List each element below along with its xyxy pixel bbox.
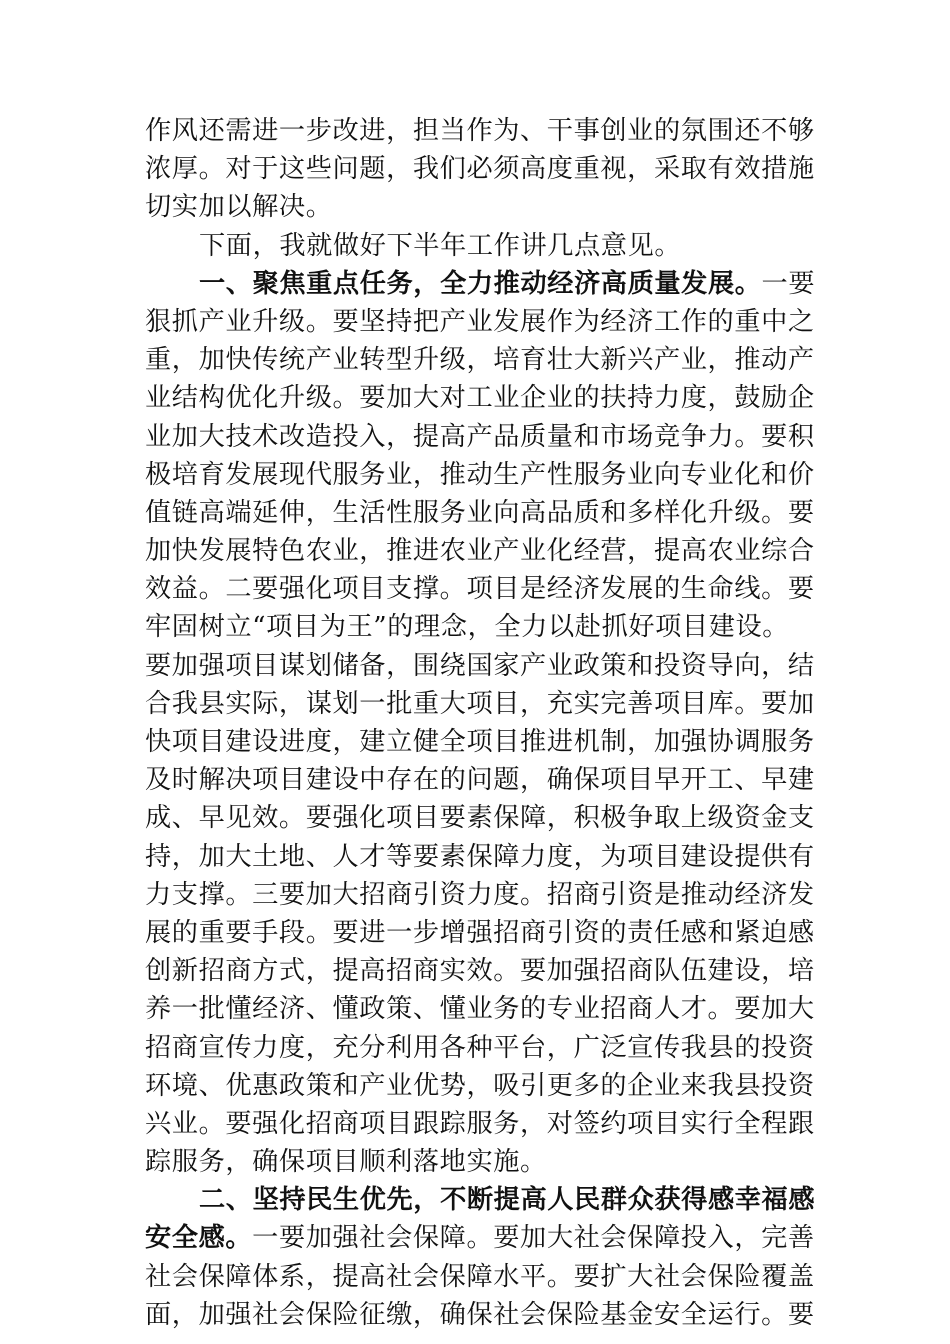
text-line bbox=[145, 1105, 815, 1143]
text-line bbox=[145, 685, 815, 723]
text-line bbox=[145, 647, 815, 685]
text-line bbox=[145, 608, 805, 646]
heading-text: 一、聚焦重点任务，全力推动经济高质量发展。 bbox=[199, 268, 762, 299]
body-text-segment: 创新招商方式，提高招商实效。要加强招商队伍建设，培 bbox=[145, 956, 815, 987]
body-text-segment: 作风还需进一步改进，担当作为、干事创业的氛围还不够 bbox=[145, 116, 815, 146]
body-text-segment: 及时解决项目建设中存在的问题，确保项目早开工、早建 bbox=[145, 765, 815, 796]
text-line bbox=[145, 914, 815, 952]
text-line bbox=[145, 265, 816, 303]
body-text-segment: 业结构优化升级。要加大对工业企业的扶持力度，鼓励企 bbox=[145, 383, 815, 414]
body-text-segment: 面，加强社会保险征缴，确保社会保险基金安全运行。要 bbox=[145, 1299, 815, 1330]
body-text-segment: 成、早见效。要强化项目要素保障，积极争取上级资金支 bbox=[145, 803, 815, 834]
text-line bbox=[145, 1258, 815, 1296]
text-line bbox=[145, 188, 805, 226]
body-text-segment: 狠抓产业升级。 bbox=[145, 306, 333, 337]
text-line bbox=[145, 112, 815, 150]
text-line bbox=[145, 1029, 815, 1067]
text-line bbox=[145, 379, 815, 417]
body-text-segment: 一要 bbox=[761, 268, 816, 299]
body-text-segment: 展的重要手段。要进一步增强招商引资的责任感和紧迫感 bbox=[145, 917, 815, 948]
body-text-segment: 一要加强社会保障。要加大社会保障投入，完善 bbox=[252, 1223, 815, 1254]
text-line bbox=[145, 799, 815, 837]
text-line bbox=[145, 1296, 815, 1334]
text-line bbox=[145, 1143, 805, 1181]
text-line bbox=[145, 570, 815, 608]
body-text bbox=[145, 112, 816, 1334]
body-text-segment: 下面，我就做好下半年工作讲几点意见。 bbox=[199, 230, 682, 261]
body-text-segment: 力支撑。三要加大招商引资力度。招商引资是推动经济发 bbox=[145, 879, 815, 910]
body-text-segment: 浓厚。对于这些问题，我们必须高度重视，采取有效措施 bbox=[145, 154, 815, 185]
text-line bbox=[145, 532, 815, 570]
body-text-segment: 加快发展特色农业，推进农业产业化经营，提高农业综合 bbox=[145, 536, 815, 567]
text-line bbox=[145, 456, 815, 494]
body-text-segment: 极培育发展现代服务业，推动生产性服务业向专业化和价 bbox=[145, 459, 815, 490]
body-text-segment: 牢固树立“项目为王”的理念，全力以赴抓好项目建设。 bbox=[145, 612, 790, 643]
text-line bbox=[145, 227, 805, 265]
text-line bbox=[145, 990, 815, 1028]
text-line bbox=[145, 723, 815, 761]
body-text-segment: 业加大技术改造投入，提高产品质量和市场竞争力。要积 bbox=[145, 421, 815, 452]
body-text-segment: 社会保障体系，提高社会保障水平。要扩大社会保险覆盖 bbox=[145, 1261, 815, 1292]
body-text-segment: 切实加以解决。 bbox=[145, 192, 333, 223]
text-line bbox=[145, 761, 815, 799]
text-line bbox=[145, 303, 815, 341]
text-line bbox=[145, 341, 815, 379]
heading-text: 安全感。 bbox=[145, 1223, 253, 1254]
body-text-segment: 要坚持把产业发展作为经济工作的重中之 bbox=[332, 306, 815, 337]
text-line bbox=[145, 1067, 815, 1105]
text-line bbox=[145, 952, 815, 990]
text-line bbox=[145, 838, 815, 876]
body-text-segment: 环境、优惠政策和产业优势，吸引更多的企业来我县投资 bbox=[145, 1070, 815, 1101]
body-text-segment: 值链高端延伸，生活性服务业向高品质和多样化升级。要 bbox=[145, 497, 815, 528]
body-text-segment: 招商宣传力度，充分利用各种平台，广泛宣传我县的投资 bbox=[145, 1032, 815, 1063]
body-text-segment: 合我县实际，谋划一批重大项目，充实完善项目库。要加 bbox=[145, 688, 815, 719]
text-line bbox=[145, 494, 815, 532]
body-text-segment: 重，加快传统产业转型升级，培育壮大新兴产业，推动产 bbox=[145, 345, 815, 376]
text-line bbox=[145, 418, 815, 456]
text-line bbox=[145, 150, 815, 188]
body-text-segment: 踪服务，确保项目顺利落地实施。 bbox=[145, 1147, 547, 1178]
body-text-segment: 兴业。要强化招商项目跟踪服务，对签约项目实行全程跟 bbox=[145, 1108, 815, 1139]
text-line bbox=[145, 1219, 815, 1257]
body-text-segment: 要加强项目谋划储备，围绕国家产业政策和投资导向，结 bbox=[145, 650, 815, 681]
text-line bbox=[145, 876, 815, 914]
body-text-segment: 养一批懂经济、懂政策、懂业务的专业招商人才。要加大 bbox=[145, 994, 815, 1025]
body-text-segment: 快项目建设进度，建立健全项目推进机制，加强协调服务 bbox=[145, 727, 815, 757]
heading-text: 二、坚持民生优先，不断提高人民群众获得感幸福感 bbox=[199, 1185, 816, 1216]
body-text-segment: 持，加大土地、人才等要素保障力度，为项目建设提供有 bbox=[145, 841, 815, 872]
text-line bbox=[145, 1181, 816, 1219]
body-text-segment: 效益。二要强化项目支撑。项目是经济发展的生命线。要 bbox=[145, 574, 815, 605]
